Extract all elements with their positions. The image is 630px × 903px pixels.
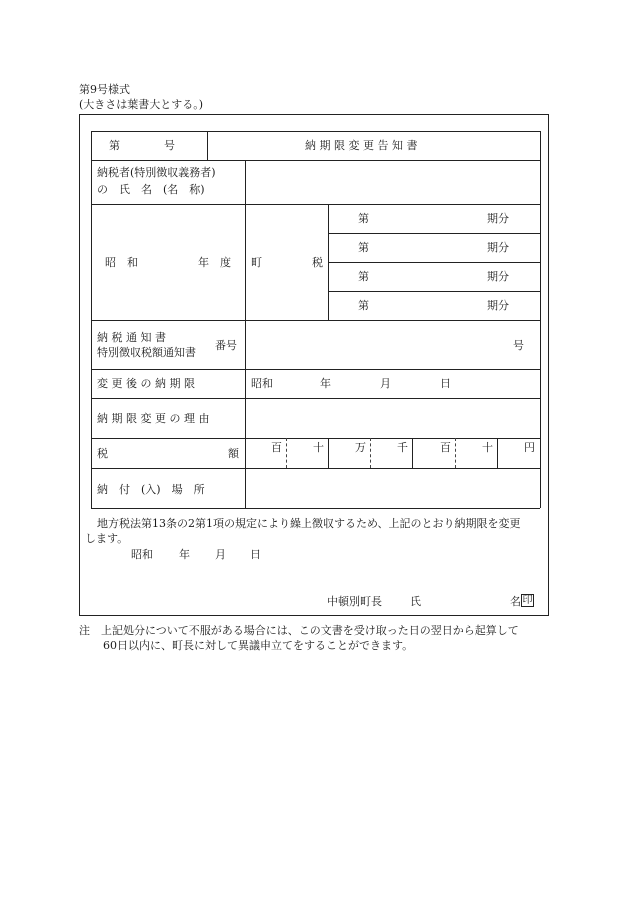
footnote-line1: 注 上記処分について不服がある場合には、この文書を受け取った日の翌日から起算して [79, 624, 519, 637]
tax-town-label: 町 [251, 256, 262, 269]
period-1-dai: 第 [358, 212, 369, 225]
fiscal-year-label: 年 度 [198, 256, 231, 269]
amount-unit-thousand: 千 [397, 441, 408, 454]
form-number-heading: 第9号様式 [79, 83, 130, 96]
amount-unit-yen: 円 [524, 441, 535, 454]
issue-year: 年 [179, 548, 190, 561]
amount-unit-ten: 十 [482, 441, 493, 454]
period-3-unit: 期分 [487, 270, 509, 283]
notice-label-line1: 納 税 通 知 書 [97, 331, 166, 344]
issue-day: 日 [250, 548, 261, 561]
issuer-mei: 名 [510, 595, 521, 608]
notice-label-line2: 特別徴収税額通知書 [97, 346, 196, 359]
period-4-unit: 期分 [487, 299, 509, 312]
deadline-day: 日 [440, 377, 451, 390]
period-4-dai: 第 [358, 299, 369, 312]
size-note: (大きさは葉書大とする。) [79, 98, 204, 111]
deadline-showa: 昭和 [251, 377, 273, 390]
fiscal-showa-label: 昭 和 [105, 256, 138, 269]
period-2-unit: 期分 [487, 241, 509, 254]
number-label: 第 号 [109, 139, 175, 152]
amount-label-left: 税 [97, 447, 108, 460]
issue-month: 月 [215, 548, 226, 561]
issuer-shi: 氏 [410, 595, 421, 608]
period-2-dai: 第 [358, 241, 369, 254]
issue-showa: 昭和 [131, 548, 153, 561]
issuer-title: 中頓別町長 [327, 595, 382, 608]
amount-unit-hundred-million: 百 [271, 441, 282, 454]
notice-go-label: 号 [513, 339, 524, 352]
amount-unit-ten-million: 十 [313, 441, 324, 454]
footnote-line2: 60日以内に、町長に対して異議申立てをすることができます。 [103, 639, 414, 652]
amount-unit-hundred: 百 [440, 441, 451, 454]
deadline-year: 年 [320, 377, 331, 390]
taxpayer-label-line1: 納税者(特別徴収義務者) [97, 166, 216, 179]
notice-bango-label: 番号 [215, 339, 237, 352]
statement-line1: 地方税法第13条の2第1項の規定により繰上徴収するため、上記のとおり納期限を変更 [97, 517, 521, 530]
amount-label-right: 額 [228, 447, 239, 460]
reason-label: 納 期 限 変 更 の 理 由 [97, 412, 210, 425]
amount-unit-ten-thousand: 万 [355, 441, 366, 454]
tax-kind-label: 税 [312, 256, 323, 269]
taxpayer-label-line2: の 氏 名 (名 称) [97, 183, 205, 196]
period-3-dai: 第 [358, 270, 369, 283]
payment-place-label: 納 付 (入) 場 所 [97, 483, 205, 496]
new-deadline-label: 変 更 後 の 納 期 限 [97, 377, 195, 390]
period-1-unit: 期分 [487, 212, 509, 225]
statement-line2: します。 [85, 532, 129, 545]
form-title: 納 期 限 変 更 告 知 書 [305, 139, 418, 152]
deadline-month: 月 [380, 377, 391, 390]
seal-stamp: 印 [522, 595, 533, 606]
